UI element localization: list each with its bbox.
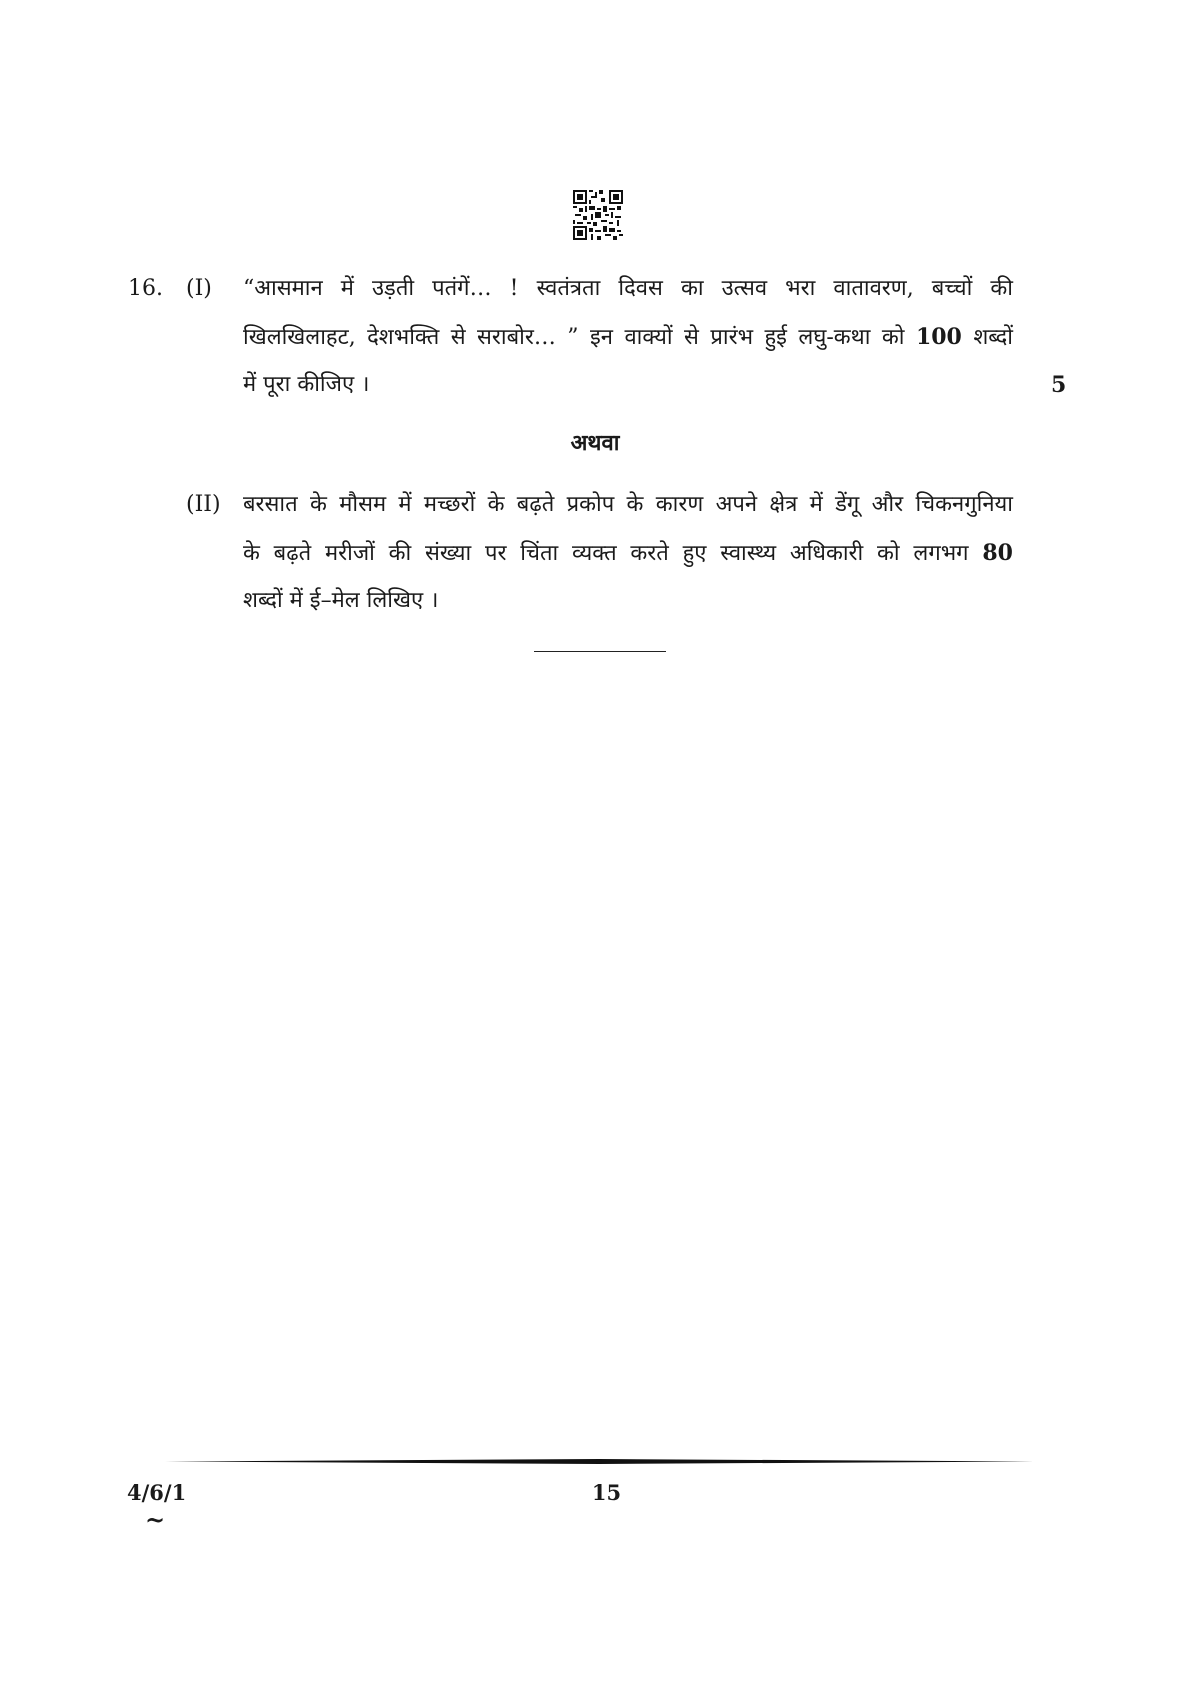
footer-rule — [165, 1459, 1034, 1464]
end-of-question-rule — [534, 651, 666, 652]
marks: 5 — [1051, 372, 1067, 398]
question-number: 16. — [128, 276, 163, 301]
paper-code: 4/6/1 — [127, 1480, 187, 1505]
question-text-line: शब्दों में ई–मेल लिखिए । — [243, 588, 439, 613]
question-text-segment: खिलखिलाहट, देशभक्ति से सराबोर… ” इन वाक्यों से प्रारंभ हुई लघु-कथा को — [243, 325, 905, 350]
subquestion-label-1: (I) — [186, 276, 212, 301]
question-text-segment: के बढ़ते मरीजों की संख्या पर चिंता व्यक्त करते हुए स्वास्थ्य अधिकारी को लगभग — [243, 541, 969, 566]
question-text-segment: शब्दों — [973, 325, 1013, 350]
question-text-line: में पूरा कीजिए । — [243, 372, 370, 397]
question-text-line — [243, 538, 1013, 569]
word-count: 80 — [982, 540, 1013, 566]
subquestion-label-2: (II) — [186, 492, 221, 517]
question-text-line: बरसात के मौसम में मच्छरों के बढ़ते प्रकोप के कारण अपने क्षेत्र में डेंगू और चिकनगुनिया — [243, 492, 1013, 517]
question-text-line: “आसमान में उड़ती पतंगें… ! स्वतंत्रता दिवस का उत्सव भरा वातावरण, बच्चों की — [243, 276, 1013, 301]
footer-mark: ~ — [145, 1505, 166, 1534]
word-count: 100 — [915, 324, 962, 350]
question-text-line — [243, 322, 1013, 353]
qr-code — [573, 190, 623, 240]
or-separator: अथवा — [570, 430, 620, 456]
page-number: 15 — [591, 1480, 622, 1505]
